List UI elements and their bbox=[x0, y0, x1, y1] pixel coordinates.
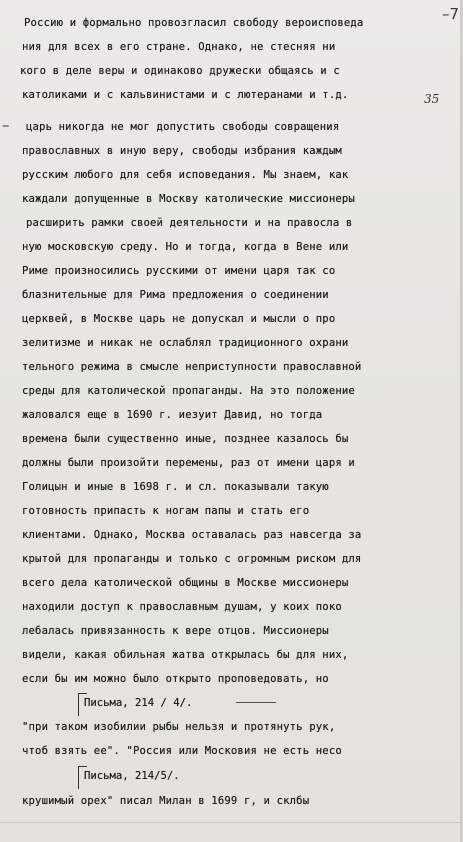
handwritten-page-number: 35 bbox=[424, 92, 440, 106]
text-line-26: лебалась привязанность к вере отцов. Миссионеры bbox=[22, 625, 329, 637]
text-line-13: церквей, в Москве царь не допускал и мысли о про bbox=[22, 313, 336, 325]
text-line-25: находили доступ к православным душам, у коих поко bbox=[22, 601, 342, 613]
text-line-28: если бы им можно было открыто проповедовать, но bbox=[22, 673, 329, 685]
text-line-7: русским любого для себя исповедания. Мы знаем, как bbox=[22, 169, 349, 181]
top-right-mark: –7 bbox=[442, 5, 460, 23]
text-line-17: жаловался еще в 1690 г. иезуит Давид, но тогда bbox=[22, 409, 323, 421]
underline-mark-1 bbox=[236, 702, 276, 703]
text-line-21: готовность припасть к ногам папы и стать его bbox=[22, 505, 310, 517]
text-line-22: клиентами. Однако, Москва оставалась раз навсегда за bbox=[22, 529, 362, 541]
text-line-15: тельного режима в смысле неприступности православной bbox=[22, 361, 362, 373]
text-line-18: времена были существенно иные, позднее казалось бы bbox=[22, 433, 349, 445]
text-line-19: должны были произойти перемены, раз от имени царя и bbox=[22, 457, 355, 469]
text-line-33: крушимый орех" писал Милан в 1699 г, и склбы bbox=[22, 795, 310, 807]
text-line-20: Голицын и иные в 1698 г. и сл. показывали такую bbox=[22, 481, 329, 493]
page-fold-line bbox=[0, 822, 463, 823]
footnote-reference-1: Письма, 214 / 4/. bbox=[84, 697, 193, 709]
text-line-30: "при таком изобилии рыбы нельзя и протянуть рук, bbox=[22, 721, 336, 733]
footnote-reference-2: Письма, 214/5/. bbox=[84, 770, 180, 782]
text-line-4: католиками и с кальвинистами и с лютеранами и т.д. bbox=[22, 89, 349, 101]
text-line-6: православных в иную веру, свободы избрания каждым bbox=[22, 145, 342, 157]
text-line-24: всего дела католической общины в Москве миссионеры bbox=[22, 577, 349, 589]
text-line-9: расширить рамки своей деятельности и на правосла в bbox=[26, 217, 353, 229]
text-line-2: ния для всех в его стране. Однако, не стесняя ни bbox=[22, 41, 336, 53]
text-line-31: чтоб взять ее". "Россия или Московия не есть несо bbox=[22, 745, 342, 757]
footnote-bracket-2 bbox=[78, 766, 87, 789]
text-line-1: Россию и формально провозгласил свободу вероисповеда bbox=[24, 17, 364, 29]
text-line-27: видели, какая обильная жатва открылась бы для них, bbox=[22, 649, 349, 661]
text-line-10: ную московскую среду. Но и тогда, когда в Вене или bbox=[22, 241, 349, 253]
text-line-12: блазнительные для Рима предложения о соединении bbox=[22, 289, 329, 301]
text-line-16: среды для католической пропаганды. На это положение bbox=[22, 385, 355, 397]
text-line-8: каждали допущенные в Москву католические миссионеры bbox=[22, 193, 355, 205]
text-line-5: царь никогда не мог допустить свободы совращения bbox=[26, 121, 340, 133]
text-line-14: зелитизме и никак не ослаблял традиционного охрани bbox=[22, 337, 349, 349]
text-line-23: крытой для пропаганды и только с огромным риском для bbox=[22, 553, 362, 565]
footnote-bracket-1 bbox=[78, 693, 87, 716]
left-margin-mark: – bbox=[2, 116, 10, 134]
text-line-3: кого в деле веры и одинаково дружески общаясь и с bbox=[20, 65, 340, 77]
text-line-11: Риме произносились русскими от имени царя так со bbox=[22, 265, 336, 277]
